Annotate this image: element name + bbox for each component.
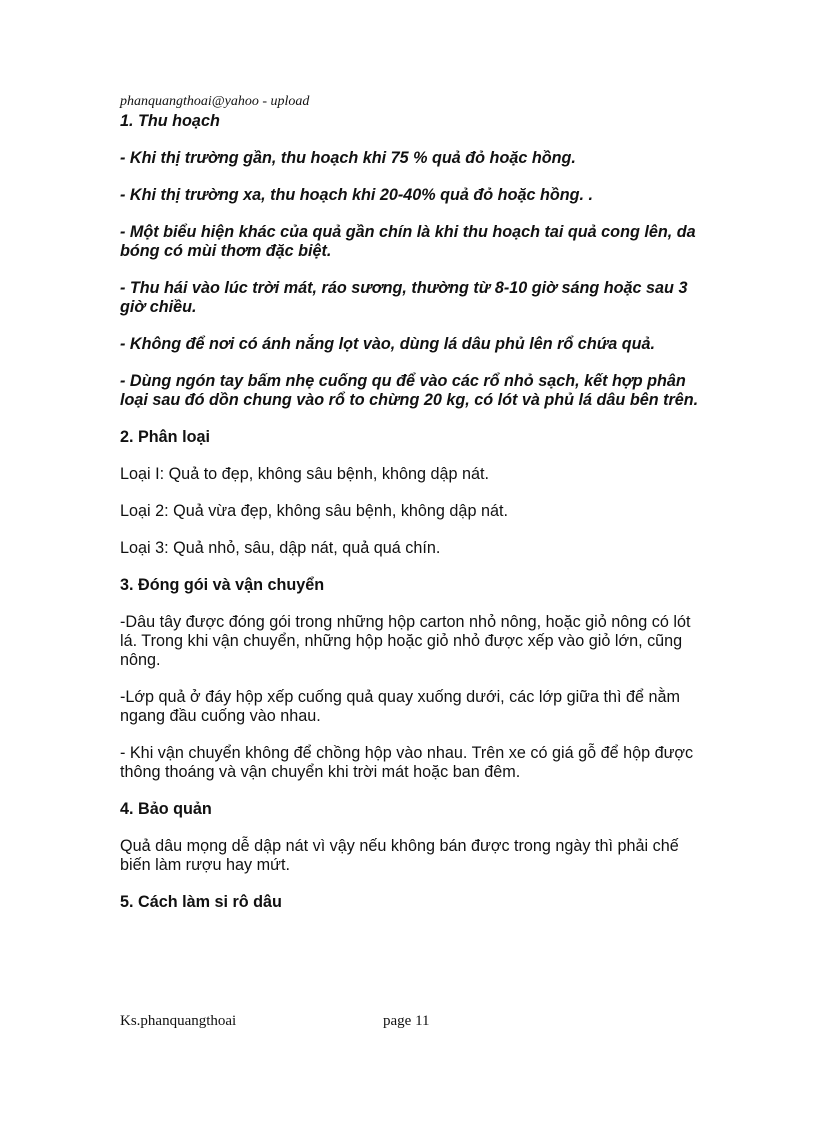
upload-note: phanquangthoai@yahoo - upload <box>120 94 310 109</box>
section-title-grading: 2. Phân loại <box>120 428 210 446</box>
footer-author: Ks.phanquangthoai <box>120 1013 237 1029</box>
storage-item: Quả dâu mọng dễ dập nát vì vậy nếu không bán được trong ngày thì phải chế biến làm rượu hay mứt. <box>120 837 679 874</box>
document-body <box>120 112 700 930</box>
harvest-item: - Thu hái vào lúc trời mát, ráo sương, thường từ 8-10 giờ sáng hoặc sau 3 giờ chiều. <box>120 279 688 316</box>
section-title-storage: 4. Bảo quản <box>120 800 212 818</box>
grading-item: Loại 2: Quả vừa đẹp, không sâu bệnh, không dập nát. <box>120 502 508 520</box>
packing-item: -Dâu tây được đóng gói trong những hộp carton nhỏ nông, hoặc giỏ nông có lót lá. Trong khi vận chuyển, những hộp hoặc giỏ nhỏ được xếp vào giỏ lớn, cũng nông. <box>120 613 691 669</box>
harvest-item: - Khi thị trường gần, thu hoạch khi 75 % quả đỏ hoặc hồng. <box>120 149 576 167</box>
harvest-item: - Một biểu hiện khác của quả gần chín là khi thu hoạch tai quả cong lên, da bóng có mùi thơm đặc biệt. <box>120 223 696 260</box>
section-title-harvest: 1. Thu hoạch <box>120 112 220 130</box>
page-number: page 11 <box>383 1013 430 1029</box>
grading-item: Loại I: Quả to đẹp, không sâu bệnh, không dập nát. <box>120 465 490 483</box>
harvest-item: - Dùng ngón tay bấm nhẹ cuống qu để vào các rổ nhỏ sạch, kết hợp phân loại sau đó dồn chung vào rổ to chừng 20 kg, có lót và phủ lá dâu bên trên. <box>120 372 699 409</box>
harvest-item: - Khi thị trường xa, thu hoạch khi 20-40% quả đỏ hoặc hồng. . <box>120 186 594 204</box>
section-title-syrup: 5. Cách làm si rô dâu <box>120 893 282 911</box>
packing-item: -Lớp quả ở đáy hộp xếp cuống quả quay xuống dưới, các lớp giữa thì để nằm ngang đầu cuống vào nhau. <box>120 688 681 725</box>
harvest-item: - Không để nơi có ánh nắng lọt vào, dùng lá dâu phủ lên rổ chứa quả. <box>120 335 656 353</box>
grading-item: Loại 3: Quả nhỏ, sâu, dập nát, quả quá chín. <box>120 539 441 557</box>
packing-item: - Khi vận chuyển không để chồng hộp vào nhau. Trên xe có giá gỗ để hộp được thông thoáng và vận chuyển khi trời mát hoặc ban đêm. <box>120 744 694 781</box>
section-title-packing: 3. Đóng gói và vận chuyển <box>120 576 325 594</box>
